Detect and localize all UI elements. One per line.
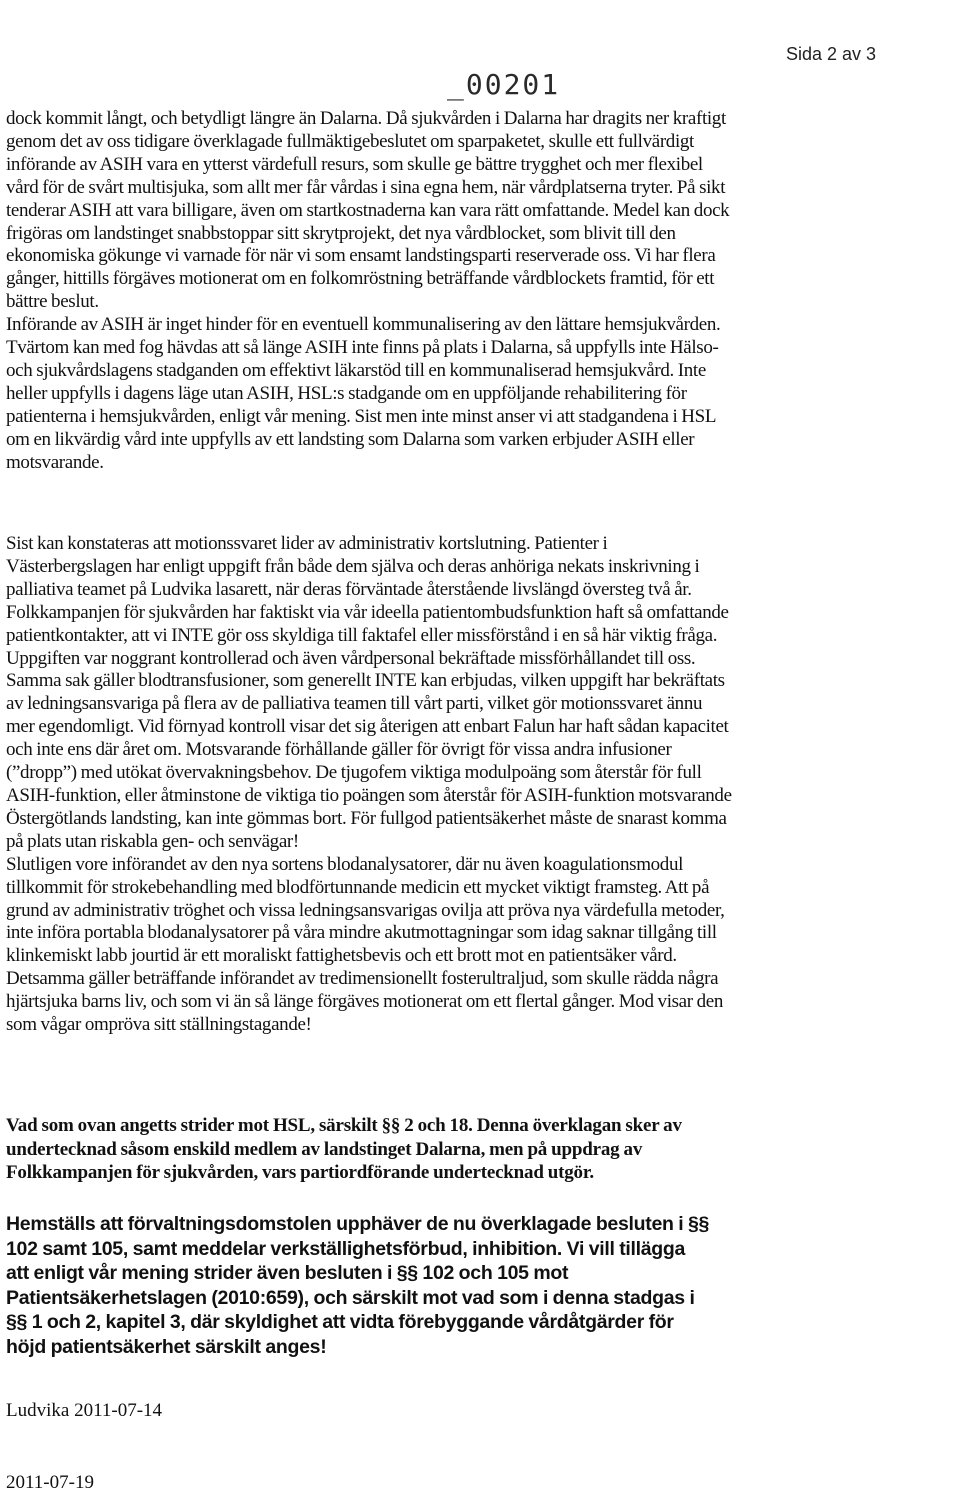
text-line: bättre beslut. (6, 291, 99, 313)
text-line: Införande av ASIH är inget hinder för en eventuell kommunalisering av den lättare hemsjukvården. (6, 314, 721, 336)
text-line: palliativa teamet på Ludvika lasarett, när deras förväntade återstående livslängd översteg två år. (6, 578, 692, 600)
received-date: 2011-07-19 (6, 1472, 94, 1493)
text-line: motsvarande. (6, 451, 104, 473)
text-line: heller uppfylls i dagens läge utan ASIH, HSL:s stadgande om en uppföljande rehabilitering för (6, 382, 687, 404)
text-line: Detsamma gäller beträffande införandet av tredimensionellt fosterultraljud, som skulle rädda några (6, 968, 719, 990)
text-line: och sjukvårdslagens stadganden om effektivt läkarstöd till en kommunaliserad hemsjukvård. Inte (6, 359, 706, 381)
document-stamp-number: _00201 (447, 68, 561, 101)
paragraph-motion-reply (6, 533, 936, 1037)
text-line: tillkommit för strokebehandling med blodförtunnande medicin ett mycket viktigt framsteg. Att på (6, 876, 710, 898)
text-line: inte införa portabla blodanalysatorer på våra mindre akutmottagningar som idag saknar tillgång till (6, 922, 717, 944)
text-line: och inte ens där året om. Motsvarande förhållande gäller för övrigt för vissa andra infusioner (6, 739, 672, 761)
text-line: på plats utan riskabla gen- och senvägar! (6, 830, 299, 852)
text-line: Uppgiften var noggrant kontrollerad och även vårdpersonal bekräftade missförhållandet till oss. (6, 647, 696, 669)
text-line: patientkontakter, att vi INTE gör oss skyldiga till faktafel eller missförstånd i en så här viktig fråga. (6, 624, 718, 646)
text-line: Vad som ovan angetts strider mot HSL, särskilt §§ 2 och 18. Denna överklagan sker av (6, 1115, 682, 1136)
text-line: Hemställs att förvaltningsdomstolen upphäver de nu överklagade besluten i §§ (6, 1213, 710, 1235)
text-line: Slutligen vore införandet av den nya sortens blodanalysatorer, där nu även koagulationsmodul (6, 853, 684, 875)
text-line: tenderar ASIH att vara billigare, även om startkostnaderna kan vara rätt omfattande. Medel kan dock (6, 199, 730, 221)
text-line: av ledningsansvariga på flera av de palliativa teamen till vårt parti, vilket gör motionssvaret ännu (6, 693, 703, 715)
text-line: 102 samt 105, samt meddelar verkställighetsförbud, inhibition. Vi vill tillägga (6, 1237, 686, 1260)
paragraph-request (6, 1212, 936, 1360)
text-line: frigöras om landstinget snabbstoppar sitt skrytprojekt, det nya vårdblocket, som blivit till den (6, 222, 676, 244)
text-line: Västerbergslagen har enligt uppgift från både dem själva och deras anhöriga nekats inskrivning i (6, 555, 700, 577)
text-line: gånger, hittills förgäves motionerat om en folkomröstning beträffande vårdblockets framtid, för ett (6, 268, 715, 290)
text-line: Patientsäkerhetslagen (2010:659), och särskilt mot vad som i denna stadgas i (6, 1286, 695, 1309)
text-line: Folkkampanjen för sjukvården, vars partiordförande undertecknad utgör. (6, 1162, 594, 1183)
text-line: Folkkampanjen för sjukvården har faktiskt via vår ideella patientombudsfunktion haft så omfattande (6, 601, 729, 623)
text-line: Tvärtom kan med fog hävdas att så länge ASIH inte finns på plats i Dalarna, så uppfylls inte Hälso- (6, 337, 719, 359)
text-line: hjärtsjuka barns liv, och som vi än så länge förgäves motionerat om ett flertal gånger. Mod visar den (6, 991, 724, 1013)
place-and-date: Ludvika 2011-07-14 (6, 1400, 163, 1421)
text-line: patienterna i hemsjukvården, enligt vår mening. Sist men inte minst anser vi att stadgandena i HSL (6, 405, 717, 427)
text-line: (”dropp”) med utökat övervakningsbehov. De tjugofem viktiga modulpoäng som återstår för full (6, 762, 702, 784)
text-line: mer egendomligt. Vid förnyad kontroll visar det sig återigen att enbart Falun har haft sådan kapacitet (6, 716, 729, 738)
text-line: Sist kan konstateras att motionssvaret lider av administrativ kortslutning. Patienter i (6, 533, 608, 554)
text-line: undertecknad såsom enskild medlem av landstinget Dalarna, men på uppdrag av (6, 1138, 643, 1160)
text-line: §§ 1 och 2, kapitel 3, där skyldighet att vidta förebyggande vårdåtgärder för (6, 1311, 674, 1334)
text-line: Samma sak gäller blodtransfusioner, som generellt INTE kan erbjudas, vilken uppgift har bekräftats (6, 670, 725, 692)
text-line: införande av ASIH vara en ytterst värdefull resurs, som skulle ge bättre trygghet och mer flexibel (6, 153, 703, 175)
text-line: ekonomiska gökunge vi varnade för när vi som ensamt landstingsparti reserverade oss. Vi har flera (6, 245, 716, 267)
page-number: Sida 2 av 3 (785, 44, 876, 64)
text-line: att enligt vår mening strider även besluten i §§ 102 och 105 mot (6, 1262, 569, 1285)
text-line: grund av administrativ tröghet och vissa ledningsansvarigas ovilja att pröva nya värdefulla metoder, (6, 899, 725, 921)
text-line: dock kommit långt, och betydligt längre än Dalarna. Då sjukvården i Dalarna har dragits ner kraftigt (6, 108, 726, 129)
paragraph-asih (6, 108, 936, 475)
text-line: Östergötlands landsting, kan inte gömmas bort. För fullgod patientsäkerhet måste de snarast komma (6, 807, 727, 829)
text-line: som vågar ompröva sitt ställningstagande! (6, 1014, 312, 1036)
text-line: ASIH-funktion, eller åtminstone de viktiga tio poängen som återstår för ASIH-funktion motsvarande (6, 784, 732, 806)
text-line: vård för de svårt multisjuka, som allt mer får vårdas i sina egna hem, när vårdplatserna tryter. På sikt (6, 176, 726, 198)
text-line: om en likvärdig vård inte uppfylls av ett landsting som Dalarna som varken erbjuder ASIH eller (6, 428, 695, 450)
paragraph-hsl-statement (6, 1114, 936, 1185)
text-line: klinkemiskt labb jourtid är ett moraliskt fattighetsbevis och ett brott mot en patientsäker vård. (6, 945, 677, 967)
text-line: genom det av oss tidigare överklagade fullmäktigebeslutet om sparpaketet, skulle ett fullvärdigt (6, 130, 694, 152)
text-line: höjd patientsäkerhet särskilt anges! (6, 1335, 327, 1358)
